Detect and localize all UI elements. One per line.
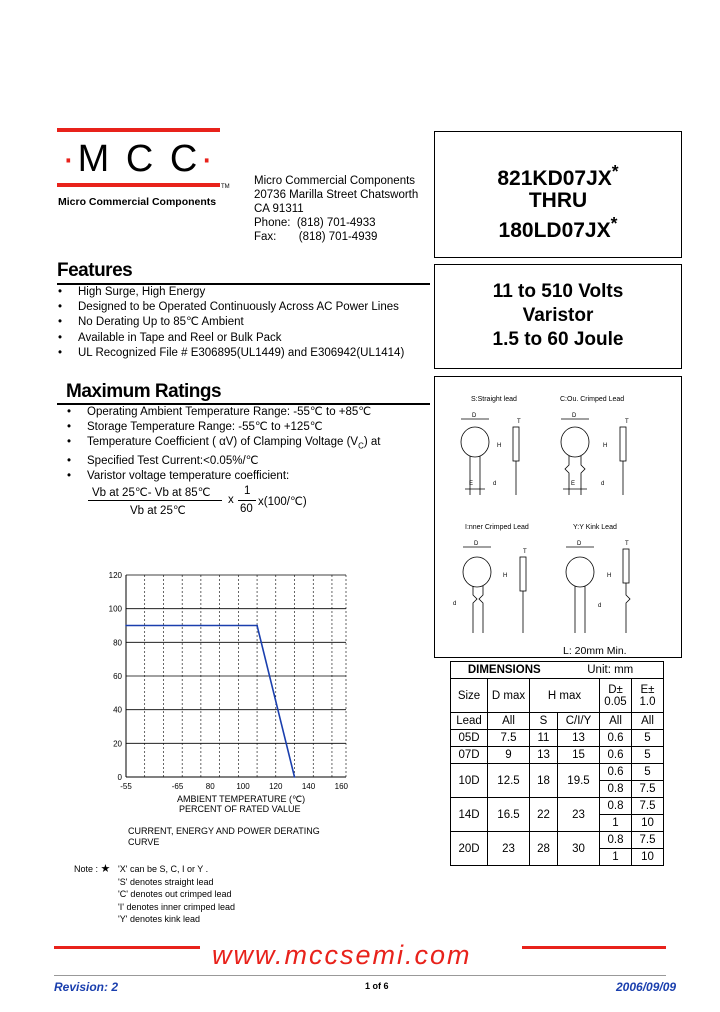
sub-cly: C/I/Y bbox=[558, 713, 600, 730]
svg-text:d: d bbox=[453, 601, 457, 607]
formula-denominator: Vb at 25℃ bbox=[130, 505, 186, 517]
cell-d: 0.6 bbox=[600, 747, 632, 764]
part-thru: THRU bbox=[528, 189, 588, 212]
svg-text:T: T bbox=[523, 549, 527, 555]
address-line3: CA 91311 bbox=[254, 203, 304, 215]
voltage-range: 11 to 510 Volts bbox=[492, 281, 624, 302]
c-label: C:Ou. Crimped Lead bbox=[560, 396, 625, 403]
revision: Revision: 2 bbox=[54, 980, 119, 994]
cell-dmax: 7.5 bbox=[488, 730, 530, 747]
rating-item: • Storage Temperature Range: -55℃ to +125℃ bbox=[87, 420, 380, 435]
x-tick-label: 80 bbox=[205, 782, 215, 790]
hdr-d-tol: 0.05 bbox=[604, 695, 627, 708]
svg-text:H: H bbox=[603, 443, 608, 449]
company-address bbox=[254, 174, 418, 244]
note-line: 'S' denotes straight lead bbox=[118, 876, 214, 887]
svg-text:T: T bbox=[517, 419, 521, 425]
svg-text:E: E bbox=[469, 481, 474, 487]
svg-text:H: H bbox=[607, 573, 612, 579]
y-tick-label: 40 bbox=[113, 705, 122, 715]
cell-hs: 28 bbox=[530, 832, 558, 866]
device-type: Varistor bbox=[522, 305, 594, 326]
hdr-e bbox=[632, 679, 664, 713]
cell-dmax: 23 bbox=[488, 832, 530, 866]
cell-hc: 13 bbox=[558, 730, 600, 747]
curve-point bbox=[294, 776, 296, 778]
chart-caption-line1: CURRENT, ENERGY AND POWER DERATING bbox=[128, 826, 320, 836]
feature-item: • UL Recognized File # E306895(UL1449) and E306942(UL1414) bbox=[78, 346, 404, 361]
cell-hc: 23 bbox=[558, 798, 600, 832]
cell-d: 0.8 bbox=[600, 781, 632, 798]
chart-xlabel: AMBIENT TEMPERATURE (℃) bbox=[177, 794, 306, 804]
cell-hs: 18 bbox=[530, 764, 558, 798]
footer-rule bbox=[54, 975, 666, 976]
cell-size: 14D bbox=[451, 798, 488, 832]
address-line1: Micro Commercial Components bbox=[254, 175, 416, 187]
cell-d: 0.8 bbox=[600, 798, 632, 815]
cell-size: 05D bbox=[451, 730, 488, 747]
hdr-hmax: H max bbox=[530, 679, 600, 713]
feature-item: • No Derating Up to 85℃ Ambient bbox=[78, 315, 404, 330]
ratings-list bbox=[87, 405, 380, 484]
footer-bar-right bbox=[522, 946, 666, 949]
kink-lead-drawing bbox=[566, 541, 630, 633]
sub-all-e: All bbox=[632, 713, 664, 730]
cell-e: 5 bbox=[632, 730, 664, 747]
rating-item-cont bbox=[87, 454, 380, 469]
i-label: I:nner Crimped Lead bbox=[465, 524, 529, 531]
chart-ylabel: PERCENT OF RATED VALUE bbox=[179, 804, 301, 814]
features-list bbox=[78, 285, 404, 361]
website-link[interactable]: www.mccsemi.com bbox=[212, 940, 472, 970]
table-row bbox=[451, 798, 664, 815]
derating-chart bbox=[100, 565, 362, 790]
sub-all-d: All bbox=[600, 713, 632, 730]
feature-item: • Available in Tape and Reel or Bulk Pack bbox=[78, 331, 404, 346]
sub-lead: Lead bbox=[451, 713, 488, 730]
energy-range: 1.5 to 60 Joule bbox=[492, 329, 624, 350]
cell-e: 7.5 bbox=[632, 781, 664, 798]
x-tick-label: 120 bbox=[269, 782, 283, 790]
sub-s: S bbox=[530, 713, 558, 730]
cell-hc: 15 bbox=[558, 747, 600, 764]
cell-hs: 11 bbox=[530, 730, 558, 747]
feature-item: • Designed to be Operated Continuously Across AC Power Lines bbox=[78, 300, 404, 315]
note-star: ★ bbox=[100, 863, 111, 875]
hdr-d bbox=[600, 679, 632, 713]
sub-all: All bbox=[488, 713, 530, 730]
hdr-size: Size bbox=[451, 679, 488, 713]
cell-e: 10 bbox=[632, 849, 664, 866]
formula-times: x bbox=[228, 494, 234, 506]
rating-item: • Varistor voltage temperature coefficient: bbox=[87, 469, 380, 484]
part-to: 180LD07JX bbox=[498, 219, 611, 242]
note-line: 'C' denotes out crimped lead bbox=[118, 889, 232, 899]
y-tick-label: 20 bbox=[113, 739, 122, 749]
cell-hc: 30 bbox=[558, 832, 600, 866]
x-tick-label: -55 bbox=[120, 782, 132, 790]
x-tick-label: 160 bbox=[334, 782, 348, 790]
note-label: Note : bbox=[74, 864, 99, 874]
hdr-e-label: E± bbox=[640, 683, 655, 696]
formula-fraction-line bbox=[88, 500, 222, 501]
svg-text:d: d bbox=[598, 603, 602, 609]
svg-text:E: E bbox=[571, 481, 576, 487]
dimensions-table bbox=[450, 661, 664, 866]
svg-text:d: d bbox=[601, 481, 605, 487]
straight-lead-drawing bbox=[461, 413, 521, 495]
inner-crimped-lead-drawing bbox=[453, 541, 527, 633]
y-tick-label: 120 bbox=[108, 571, 122, 580]
phone-number: (818) 701-4933 bbox=[296, 217, 376, 229]
svg-text:T: T bbox=[625, 541, 629, 547]
summary-box bbox=[434, 264, 682, 369]
x-tick-label: -65 bbox=[171, 782, 184, 790]
cell-hs: 13 bbox=[530, 747, 558, 764]
cell-e: 5 bbox=[632, 764, 664, 781]
rating-item: • Operating Ambient Temperature Range: -55℃ to +85℃ bbox=[87, 405, 380, 420]
mcc-logo: ·M C C· bbox=[62, 138, 216, 180]
part-from: 821KD07JX bbox=[497, 167, 612, 190]
part-star-1: * bbox=[611, 161, 619, 181]
curve-point bbox=[256, 625, 258, 627]
y-tick-label: 60 bbox=[113, 672, 122, 681]
dims-unit: Unit: mm bbox=[558, 662, 664, 679]
cell-d: 0.6 bbox=[600, 730, 632, 747]
fax-label: Fax: bbox=[254, 231, 277, 243]
address-line2: 20736 Marilla Street Chatsworth bbox=[254, 189, 419, 201]
tc-sub: C bbox=[358, 441, 364, 451]
cell-size: 07D bbox=[451, 747, 488, 764]
x-tick-label: 100 bbox=[236, 782, 250, 790]
formula-tail: x(100/℃) bbox=[258, 496, 307, 508]
cell-dmax: 16.5 bbox=[488, 798, 530, 832]
logo-bar-top bbox=[57, 128, 220, 132]
y-tick-label: 80 bbox=[113, 638, 122, 648]
svg-text:D: D bbox=[472, 413, 477, 419]
cell-size: 20D bbox=[451, 832, 488, 866]
svg-text:D: D bbox=[572, 413, 577, 419]
footer-bar bbox=[54, 946, 200, 949]
s-label: S:Straight lead bbox=[471, 396, 517, 403]
tc-text-end: ) at bbox=[363, 436, 381, 449]
svg-text:D: D bbox=[577, 541, 582, 547]
svg-text:H: H bbox=[503, 573, 508, 579]
derating-curve bbox=[126, 626, 295, 778]
cell-e: 7.5 bbox=[632, 832, 664, 849]
cell-d: 0.8 bbox=[600, 832, 632, 849]
table-row bbox=[451, 764, 664, 781]
formula bbox=[88, 485, 318, 521]
cell-d: 0.6 bbox=[600, 764, 632, 781]
logo-text: M C C bbox=[77, 138, 201, 180]
cell-size: 10D bbox=[451, 764, 488, 798]
out-crimped-lead-drawing bbox=[561, 413, 629, 495]
y-tick-label: 100 bbox=[108, 604, 122, 614]
chart-caption bbox=[128, 826, 320, 848]
curve-point bbox=[125, 625, 127, 627]
feature-item: • High Surge, High Energy bbox=[78, 285, 404, 300]
package-drawings-box bbox=[434, 376, 682, 658]
cell-hc: 19.5 bbox=[558, 764, 600, 798]
svg-text:T: T bbox=[625, 419, 629, 425]
lead-length-note: L: 20mm Min. bbox=[563, 645, 627, 657]
logo-subtitle: Micro Commercial Components bbox=[58, 196, 217, 208]
formula-one: 1 bbox=[244, 485, 251, 497]
formula-sixty: 60 bbox=[240, 503, 253, 515]
cell-d: 1 bbox=[600, 849, 632, 866]
cell-e: 10 bbox=[632, 815, 664, 832]
phone-label: Phone: bbox=[254, 217, 291, 229]
trademark: TM bbox=[221, 184, 230, 190]
cell-dmax: 9 bbox=[488, 747, 530, 764]
revision-date: 2006/09/09 bbox=[616, 980, 677, 994]
fax-number: (818) 701-4939 bbox=[298, 231, 378, 243]
svg-text:d: d bbox=[493, 481, 497, 487]
rating-item bbox=[87, 435, 380, 454]
svg-text:D: D bbox=[474, 541, 479, 547]
cell-dmax: 12.5 bbox=[488, 764, 530, 798]
hdr-dmax: D max bbox=[488, 679, 530, 713]
tc-line2: • Specified Test Current:<0.05%/℃ bbox=[87, 454, 259, 467]
ratings-title: Maximum Ratings bbox=[66, 381, 222, 402]
dims-title: DIMENSIONS bbox=[451, 662, 558, 679]
formula-numerator: Vb at 25℃- Vb at 85℃ bbox=[92, 487, 211, 499]
chart-caption-line2: CURVE bbox=[128, 837, 160, 847]
y-tick-label: 0 bbox=[117, 773, 122, 782]
table-row bbox=[451, 730, 664, 747]
table-row bbox=[451, 747, 664, 764]
formula-fraction-line-2 bbox=[238, 500, 256, 501]
hdr-d-label: D± bbox=[608, 683, 623, 696]
part-number-box bbox=[434, 131, 682, 258]
note-line: 'I' denotes inner crimped lead bbox=[118, 901, 236, 912]
table-row bbox=[451, 832, 664, 849]
tc-text: Temperature Coefficient ( αV) of Clamping Voltage (V bbox=[87, 436, 359, 449]
package-drawings bbox=[435, 377, 681, 657]
logo-bar-bottom bbox=[57, 183, 220, 187]
cell-d: 1 bbox=[600, 815, 632, 832]
cell-hs: 22 bbox=[530, 798, 558, 832]
page-number: 1 of 6 bbox=[365, 981, 389, 991]
svg-text:H: H bbox=[497, 443, 502, 449]
features-title: Features bbox=[57, 260, 133, 281]
part-star-2: * bbox=[610, 213, 618, 233]
cell-e: 7.5 bbox=[632, 798, 664, 815]
cell-e: 5 bbox=[632, 747, 664, 764]
x-tick-label: 140 bbox=[301, 782, 316, 790]
note-line: 'Y' denotes kink lead bbox=[118, 914, 200, 924]
note-line: 'X' can be S, C, I or Y . bbox=[118, 864, 209, 874]
y-label: Y:Y Kink Lead bbox=[573, 524, 617, 531]
note-block bbox=[74, 863, 274, 924]
hdr-e-tol: 1.0 bbox=[639, 695, 656, 708]
